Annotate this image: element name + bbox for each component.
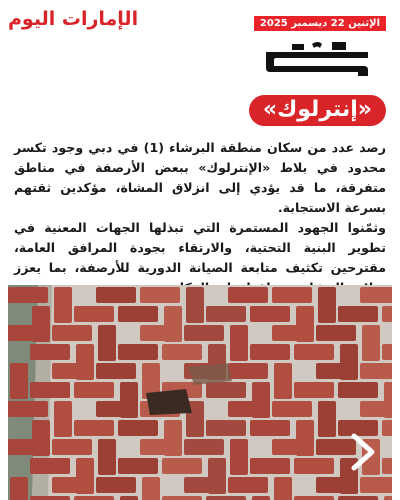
brick-tile: [118, 306, 158, 322]
brick-tile: [272, 287, 312, 303]
brick-tile: [52, 477, 92, 493]
brick-tile: [118, 458, 158, 474]
brick-tile: [162, 344, 202, 360]
brick-tile: [10, 363, 28, 399]
brick-tile: [382, 458, 392, 474]
brick-tile: [30, 458, 70, 474]
brick-tile: [8, 287, 48, 303]
brick-tile: [98, 439, 116, 475]
brick-tile: [360, 401, 392, 417]
brick-tile: [186, 287, 204, 323]
interlock-pavement-photo: [8, 285, 392, 500]
brick-tile: [118, 344, 158, 360]
date-badge: الإثنين 22 ديسمبر 2025: [254, 16, 386, 31]
brick-tile: [120, 496, 138, 500]
brick-tile: [230, 325, 248, 361]
brick-tile: [52, 439, 92, 455]
brick-tile: [206, 382, 246, 398]
brick-tile: [272, 325, 312, 341]
brick-tile: [10, 477, 28, 500]
brick-tile: [184, 325, 224, 341]
brick-tile: [382, 344, 392, 360]
brick-tile: [294, 344, 334, 360]
brick-tile: [338, 382, 378, 398]
brick-tile: [228, 477, 268, 493]
brick-tile: [360, 477, 392, 493]
brick-tile: [318, 287, 336, 323]
brick-tile: [294, 496, 334, 500]
brick-tile: [272, 439, 312, 455]
brick-tile: [360, 363, 392, 379]
brick-tile: [54, 287, 72, 323]
brick-tile: [30, 382, 70, 398]
broken-tile-hole: [146, 389, 192, 415]
article-title: «إنترلوك»: [249, 95, 386, 126]
brick-tile: [96, 287, 136, 303]
brick-tile: [316, 325, 356, 341]
brick-tile: [74, 306, 114, 322]
brick-tile: [272, 401, 312, 417]
brick-tile: [8, 439, 48, 455]
brick-tile: [140, 325, 180, 341]
brick-tile: [382, 420, 392, 436]
brick-tile: [252, 496, 270, 500]
brick-tile: [162, 458, 202, 474]
brick-tile: [360, 287, 392, 303]
brick-tile: [184, 439, 224, 455]
brick-tile: [338, 306, 378, 322]
brick-tile: [250, 306, 290, 322]
brick-tile: [250, 344, 290, 360]
brick-tile: [228, 287, 268, 303]
brick-tile: [96, 477, 136, 493]
brick-tile: [118, 420, 158, 436]
brick-tile: [52, 325, 92, 341]
brick-tile: [206, 306, 246, 322]
brick-tile: [30, 344, 70, 360]
brick-tile: [162, 496, 202, 500]
brick-tile: [384, 496, 392, 500]
brick-tile: [294, 382, 334, 398]
brick-tile: [8, 401, 48, 417]
brick-tile: [98, 325, 116, 361]
brick-tile: [30, 496, 70, 500]
brick-tile: [96, 401, 136, 417]
brick-tile: [274, 477, 292, 500]
brick-tile: [8, 325, 48, 341]
brick-tile: [228, 401, 268, 417]
brick-tile: [362, 325, 380, 361]
brick-tile: [74, 382, 114, 398]
brick-tile: [318, 401, 336, 437]
brick-tile: [52, 363, 92, 379]
brick-tile: [74, 420, 114, 436]
article-body: [14, 138, 386, 298]
brick-tile: [382, 306, 392, 322]
brick-tile: [206, 496, 246, 500]
brick-tile: [184, 477, 224, 493]
pavement-illustration: [8, 285, 392, 500]
sikkeh-logo-icon: [262, 38, 372, 82]
brick-tile: [140, 439, 180, 455]
brick-tile: [316, 363, 356, 379]
brick-tile: [250, 458, 290, 474]
chevron-right-icon[interactable]: [348, 432, 378, 472]
brick-tile: [140, 287, 180, 303]
brick-tile: [54, 401, 72, 437]
brick-tile: [230, 439, 248, 475]
brick-tile: [294, 458, 334, 474]
brick-tile: [206, 420, 246, 436]
brick-tile: [74, 496, 114, 500]
brick-tile: [142, 477, 160, 500]
emarat-alyoum-logo: الإمارات اليوم: [8, 8, 139, 30]
article-paragraph: وثمّنوا الجهود المستمرة التي تبذلها الجهات المعنية في تطوير البنية التحتية، والارتقاء بجودة المرافق العامة، مقترحين تكثيف متابعة الصيانة الدورية للأرصفة، بما يعزز: [14, 220, 386, 275]
brick-tile: [338, 496, 378, 500]
brick-tile: [250, 420, 290, 436]
brick-tile: [316, 477, 356, 493]
article-paragraph: رصد عدد من سكان منطقة البرشاء (1) في دبي وجود تكسر محدود في بلاط «الإنترلوك» ببعض الأرصفة في مناطق متفرقة، ما قد يؤدي إلى انزلاق المشاة، مؤكدين ثقتهم بسرعة الاستجابة.: [14, 140, 386, 215]
brick-tile: [228, 363, 268, 379]
brick-tile: [96, 363, 136, 379]
brick-tile: [274, 363, 292, 399]
